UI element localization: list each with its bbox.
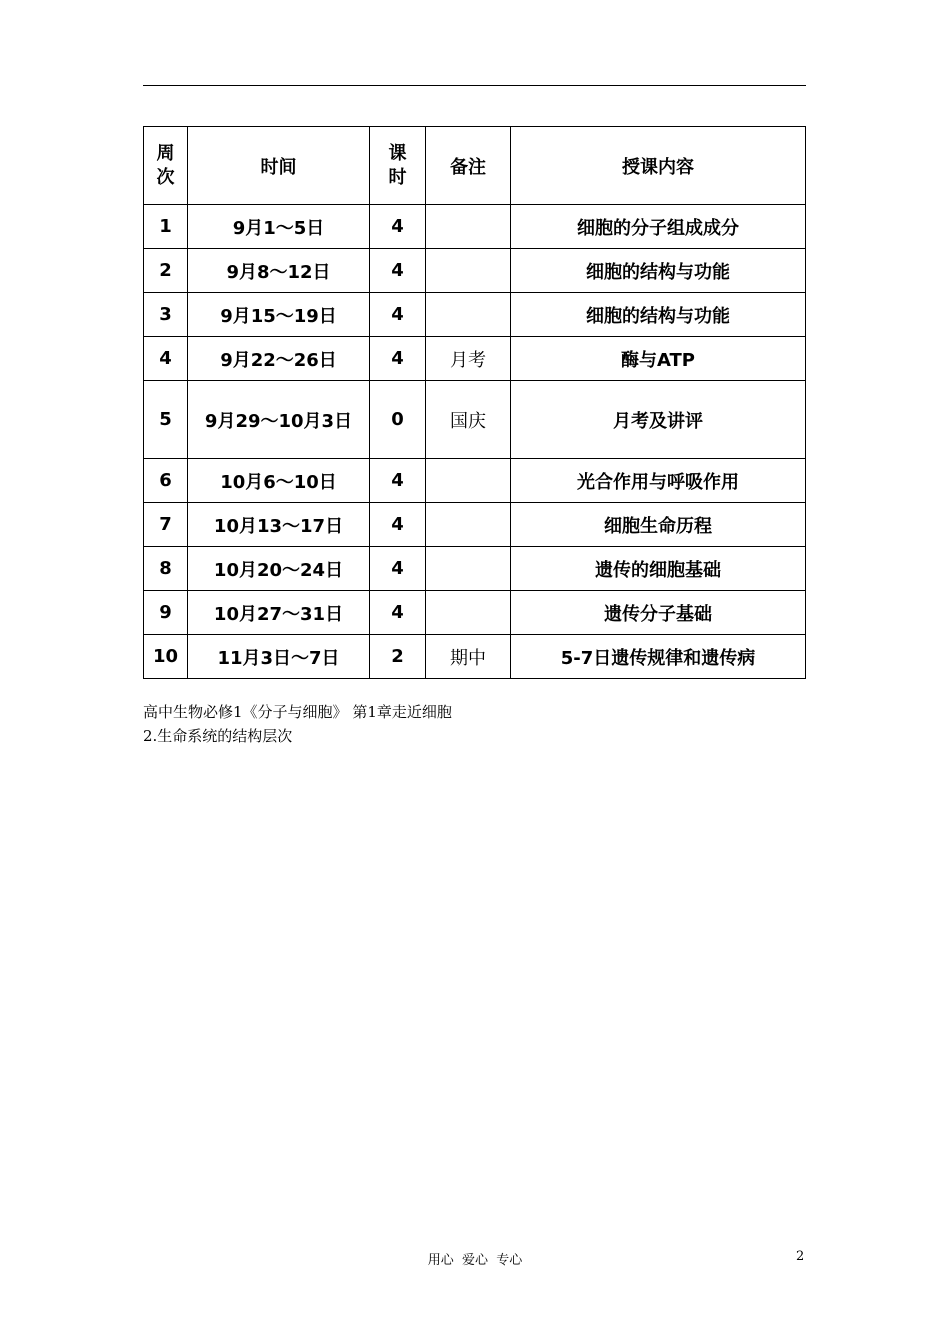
cell-content: 细胞生命历程: [511, 503, 806, 547]
cell-hours: 2: [370, 635, 426, 679]
table-header-row: [144, 127, 806, 205]
page-number: 2: [796, 1249, 805, 1264]
cell-note: [426, 459, 511, 503]
cell-note: [426, 591, 511, 635]
cell-content: 细胞的分子组成成分: [511, 205, 806, 249]
table-row: [144, 205, 806, 249]
cell-week: 6: [144, 459, 188, 503]
body-line-chapter: 高中生物必修1《分子与细胞》 第1章走近细胞: [143, 703, 452, 721]
cell-content: 5-7日遗传规律和遗传病: [511, 635, 806, 679]
schedule-table: [143, 126, 806, 679]
cell-content: 酶与ATP: [511, 337, 806, 381]
cell-content: 遗传的细胞基础: [511, 547, 806, 591]
cell-week: 3: [144, 293, 188, 337]
body-line-section: 2.生命系统的结构层次: [143, 727, 293, 745]
cell-week: 7: [144, 503, 188, 547]
cell-time: 9月1～5日: [188, 205, 370, 249]
table-row: [144, 591, 806, 635]
cell-week: 10: [144, 635, 188, 679]
cell-time: 9月22～26日: [188, 337, 370, 381]
cell-time: 10月13～17日: [188, 503, 370, 547]
header-week: 周 次: [144, 127, 188, 205]
header-rule: [143, 85, 806, 86]
cell-week: 4: [144, 337, 188, 381]
cell-note: 月考: [426, 337, 511, 381]
table-row: [144, 635, 806, 679]
cell-time: 9月15～19日: [188, 293, 370, 337]
header-time: 时间: [188, 127, 370, 205]
cell-week: 2: [144, 249, 188, 293]
cell-note: [426, 293, 511, 337]
cell-content: 细胞的结构与功能: [511, 249, 806, 293]
cell-time: 9月8～12日: [188, 249, 370, 293]
cell-note: [426, 205, 511, 249]
cell-time: 10月27～31日: [188, 591, 370, 635]
table-row: [144, 547, 806, 591]
cell-content: 遗传分子基础: [511, 591, 806, 635]
cell-content: 细胞的结构与功能: [511, 293, 806, 337]
cell-note: [426, 547, 511, 591]
cell-hours: 4: [370, 293, 426, 337]
cell-note: [426, 503, 511, 547]
cell-week: 1: [144, 205, 188, 249]
table-row: [144, 249, 806, 293]
header-content: 授课内容: [511, 127, 806, 205]
cell-hours: 4: [370, 249, 426, 293]
cell-hours: 4: [370, 459, 426, 503]
cell-week: 8: [144, 547, 188, 591]
table-row: [144, 381, 806, 459]
table-row: [144, 293, 806, 337]
cell-content: 光合作用与呼吸作用: [511, 459, 806, 503]
cell-note: [426, 249, 511, 293]
cell-week: 9: [144, 591, 188, 635]
cell-content: 月考及讲评: [511, 381, 806, 459]
cell-hours: 4: [370, 547, 426, 591]
cell-hours: 4: [370, 205, 426, 249]
cell-note: 期中: [426, 635, 511, 679]
cell-week: 5: [144, 381, 188, 459]
cell-time: 10月20～24日: [188, 547, 370, 591]
body-text: [143, 700, 452, 748]
cell-hours: 4: [370, 503, 426, 547]
footer-motto: 用心 爱心 专心: [427, 1253, 523, 1268]
cell-hours: 0: [370, 381, 426, 459]
cell-hours: 4: [370, 591, 426, 635]
cell-time: 11月3日～7日: [188, 635, 370, 679]
cell-time: 10月6～10日: [188, 459, 370, 503]
header-hours: 课 时: [370, 127, 426, 205]
cell-time: 9月29～10月3日: [188, 381, 370, 459]
cell-note: 国庆: [426, 381, 511, 459]
cell-hours: 4: [370, 337, 426, 381]
table-row: [144, 337, 806, 381]
header-note: 备注: [426, 127, 511, 205]
table-row: [144, 459, 806, 503]
table-row: [144, 503, 806, 547]
